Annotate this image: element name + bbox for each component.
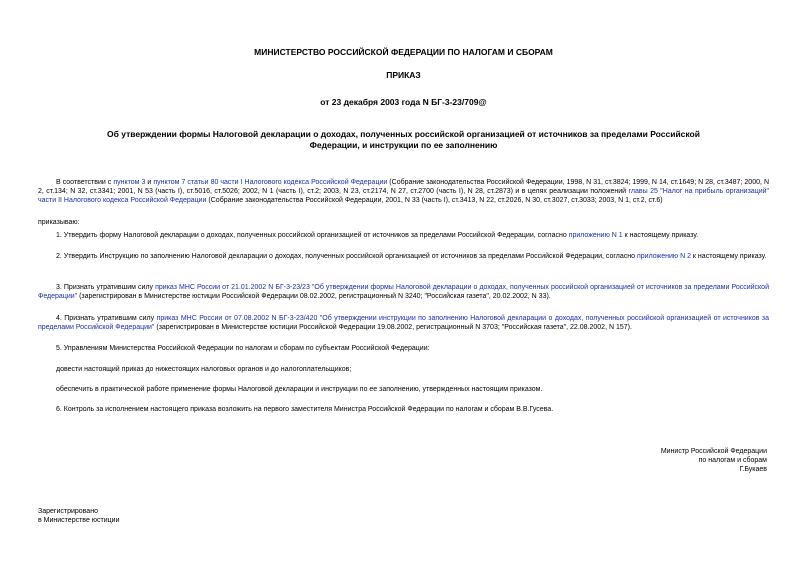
- registration-note: Зарегистрировано в Министерстве юстиции: [38, 508, 120, 524]
- preamble-paragraph: В соответствии с пунктом 3 и пунктом 7 статьи 80 части I Налогового кодекса Российской Федерации (Собрание законодательства Российской Федерации, 1998, N 31, ст.3824; 1999, N 14, ст.1649; N 28, ст.3487; 2000, N 2, ст.134; N 32, ст.3341; 2001, N 53 (часть I), ст.5016, ст.5026; 2002, N 1 (часть I), ст.2; 2003, N 23, ст.2174, N 27, ст.2700 (часть I), N 28, ст.2873) и в целях реализации положений главы 25 "Налог на прибыль организаций" части II Налогового кодекса Российской Федерации (Собрание законодательства Российской Федерации, 2001, N 33 (часть I), ст.3413, N 22, ст.2026, N 30, ст.3027, ст.3033; 2003, N 1, ст.2, ст.6): [38, 179, 770, 204]
- item-2: 2. Утвердить Инструкцию по заполнению Налоговой декларации о доходах, полученных российской организацией от источников за пределами Российской Федерации, согласно приложению N 2 к настоящему приказу.: [56, 253, 767, 260]
- link-appendix-1[interactable]: приложению N 1: [568, 232, 623, 239]
- document-title: Об утверждении формы Налоговой декларации о доходах, полученных российской организацией от источников за пределами Российской Федерации, и инструкции по ее заполнению: [107, 129, 700, 151]
- ministry-heading: МИНИСТЕРСТВО РОССИЙСКОЙ ФЕДЕРАЦИИ ПО НАЛОГАМ И СБОРАМ: [254, 47, 553, 57]
- signature-block: [560, 448, 767, 474]
- item-3: 3. Признать утратившим силу приказ МНС России от 21.01.2002 N БГ-3-23/23 "Об утверждении формы Налоговой декларации о доходах, полученных российской организацией от источников за пределами Российской Федерации" (зарегистрирован в Министерстве юстиции Российской Федерации 08.02.2002, регистрационный N 3240; "Российская газета", 20.02.2002, N 33).: [38, 284, 769, 300]
- link-appendix-2[interactable]: приложению N 2: [636, 253, 691, 260]
- item-4: 4. Признать утратившим силу приказ МНС России от 07.08.2002 N БГ-3-23/420 "Об утверждении инструкции по заполнению Налоговой декларации о доходах, полученных российской организацией от источников за пределами Российской Федерации" (зарегистрирован в Министерстве юстиции Российской Федерации 19.08.2002, регистрационный N 3703; "Российская газета", 22.08.2002, N 157).: [38, 315, 769, 331]
- item-5: 5. Управлениям Министерства Российской Федерации по налогам и сборам по субъектам Российской Федерации:: [56, 345, 430, 352]
- item-5-bullet-b: обеспечить в практической работе применение формы Налоговой декларации и инструкции по ее заполнению, утвержденных настоящим приказом.: [56, 386, 543, 393]
- signature-name: Г.Букаев: [739, 465, 767, 473]
- link-order-bg-3-23-420[interactable]: приказ МНС России от 07.08.2002 N БГ-3-23/420 "Об утверждении инструкции по заполнению Налоговой декларации о доходах, полученных российской организацией от источников за пределами Российской Федерации": [38, 315, 769, 331]
- order-word: приказываю:: [38, 219, 80, 226]
- link-article-80-p3[interactable]: пунктом 3: [113, 179, 146, 186]
- date-line: от 23 декабря 2003 года N БГ-3-23/709@: [320, 97, 487, 107]
- item-1: 1. Утвердить форму Налоговой декларации о доходах, полученных российской организацией от источников за пределами Российской Федерации, согласно приложению N 1 к настоящему приказу.: [56, 232, 699, 239]
- item-5-bullet-a: довести настоящий приказ до нижестоящих налоговых органов и до налогоплательщиков;: [56, 366, 352, 373]
- signature-title-line-2: по налогам и сборам: [698, 456, 767, 464]
- link-chapter-25[interactable]: главы 25 "Налог на прибыль организаций" части II Налогового кодекса Российской Федерации: [38, 187, 770, 204]
- item-6: 6. Контроль за исполнением настоящего приказа возложить на первого заместителя Министра Российской Федерации по налогам и сборам В.В.Гусева.: [56, 406, 554, 413]
- link-order-bg-3-23-23[interactable]: приказ МНС России от 21.01.2002 N БГ-3-23/23 "Об утверждении формы Налоговой декларации о доходах, полученных российской организацией от источников за пределами Российской Федерации": [38, 284, 769, 300]
- link-article-80-p7[interactable]: пунктом 7 статьи 80 части I Налогового кодекса Российской Федерации: [153, 179, 388, 186]
- signature-title-line: Министр Российской Федерации: [660, 448, 767, 455]
- doc-type-heading: ПРИКАЗ: [386, 70, 421, 80]
